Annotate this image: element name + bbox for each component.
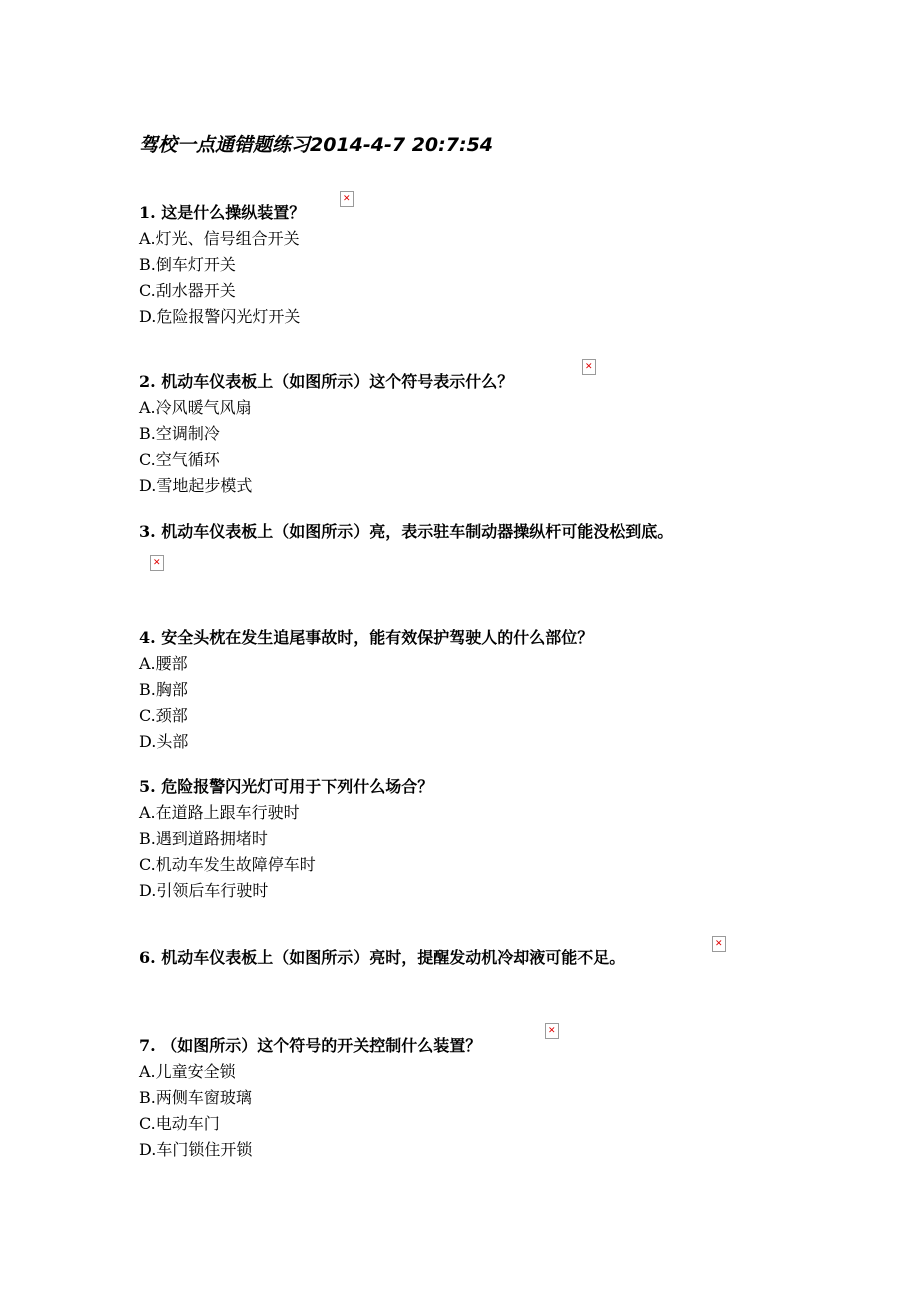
option-c: C.颈部	[139, 706, 188, 725]
broken-image-icon	[712, 936, 726, 952]
question-3	[139, 519, 673, 545]
option-c: C.刮水器开关	[139, 281, 236, 300]
question-text: 机动车仪表板上（如图所示）亮，表示驻车制动器操纵杆可能没松到底。	[161, 522, 674, 541]
option-a: A.腰部	[139, 654, 188, 673]
question-number: 4.	[139, 628, 156, 647]
question-text: （如图所示）这个符号的开关控制什么装置？	[161, 1036, 482, 1055]
option-a: A.在道路上跟车行驶时	[139, 803, 300, 822]
option-b: B.倒车灯开关	[139, 255, 236, 274]
question-text: 机动车仪表板上（如图所示）这个符号表示什么？	[161, 372, 514, 391]
option-b: B.遇到道路拥堵时	[139, 829, 268, 848]
question-6	[139, 945, 625, 971]
question-text: 这是什么操纵装置？	[161, 203, 306, 222]
question-2	[139, 369, 513, 499]
option-d: D.车门锁住开锁	[139, 1140, 253, 1159]
question-number: 5.	[139, 777, 156, 796]
broken-image-icon	[545, 1023, 559, 1039]
page-title: 驾校一点通错题练习2014-4-7 20:7:54	[139, 134, 494, 156]
option-d: D.危险报警闪光灯开关	[139, 307, 301, 326]
option-a: A.儿童安全锁	[139, 1062, 236, 1081]
option-b: B.空调制冷	[139, 424, 220, 443]
question-number: 6.	[139, 948, 156, 967]
option-d: D.头部	[139, 732, 189, 751]
option-b: B.胸部	[139, 680, 188, 699]
broken-image-icon	[340, 191, 354, 207]
question-text: 危险报警闪光灯可用于下列什么场合？	[161, 777, 434, 796]
option-a: A.灯光、信号组合开关	[139, 229, 300, 248]
option-d: D.雪地起步模式	[139, 476, 253, 495]
option-d: D.引领后车行驶时	[139, 881, 269, 900]
question-text: 安全头枕在发生追尾事故时，能有效保护驾驶人的什么部位？	[161, 628, 594, 647]
broken-image-icon	[582, 359, 596, 375]
option-b: B.两侧车窗玻璃	[139, 1088, 252, 1107]
option-c: C.机动车发生故障停车时	[139, 855, 316, 874]
question-1	[139, 200, 305, 330]
broken-image-icon	[150, 555, 164, 571]
question-number: 1.	[139, 203, 156, 222]
question-number: 2.	[139, 372, 156, 391]
option-a: A.冷风暖气风扇	[139, 398, 252, 417]
question-text: 机动车仪表板上（如图所示）亮时，提醒发动机冷却液可能不足。	[161, 948, 626, 967]
question-number: 7.	[139, 1036, 156, 1055]
question-number: 3.	[139, 522, 156, 541]
question-5	[139, 774, 433, 904]
question-4	[139, 625, 593, 755]
option-c: C.电动车门	[139, 1114, 220, 1133]
question-7	[139, 1033, 481, 1163]
option-c: C.空气循环	[139, 450, 220, 469]
